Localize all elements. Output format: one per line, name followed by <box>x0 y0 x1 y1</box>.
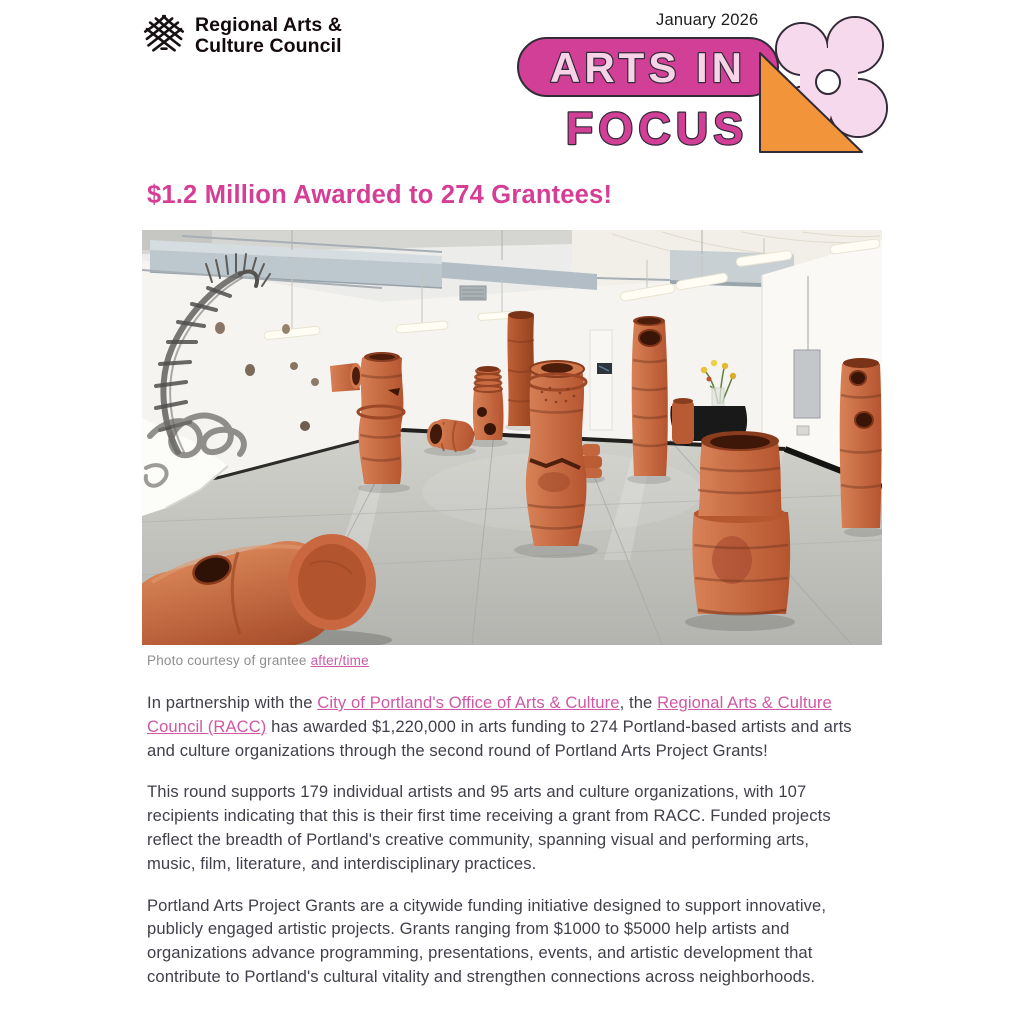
gallery-photo <box>142 230 882 645</box>
masthead-arts-in: ARTS IN <box>550 44 746 91</box>
paragraph-3: Portland Arts Project Grants are a citywide funding initiative designed to support innovative, publicly engaged artistic projects. Grants ranging from $1000 to $5000 help artists and organizations advance programming, presentations, events, and artistic development that contribute to Portland's cultural vitality and strengthen connections across neighborhoods. <box>147 895 827 986</box>
org-name-line1: Regional Arts & <box>195 14 343 36</box>
text-segment: , the <box>619 693 658 712</box>
paragraph-1 <box>147 691 861 762</box>
text-segment: has awarded $1,220,000 in arts funding to 274 Portland-based artists and arts and culture organizations through the second round of Portland Arts Project Grants! <box>147 716 852 760</box>
paragraph-2: This round supports 179 individual artists and 95 arts and culture organizations, with 107 recipients indicating that this is their first time receiving a grant from RACC. Funded projects reflect the breadth of Portland's creative community, spanning visual and performing arts, music, film, literature, and interdisciplinary practices. <box>147 782 831 873</box>
racc-logo[interactable] <box>142 11 342 57</box>
photo-caption-text: Photo courtesy of grantee <box>147 653 311 668</box>
masthead-focus: FOCUS <box>565 103 749 154</box>
racc-weave-icon <box>142 11 186 57</box>
org-name-line2: Culture Council <box>195 34 342 57</box>
wall-tube-sculpture <box>330 363 362 392</box>
back-door <box>590 330 612 430</box>
inline-link[interactable]: City of Portland's Office of Arts & Culture <box>317 693 620 712</box>
org-name <box>195 11 342 56</box>
issue-date: January 2026 <box>656 11 759 29</box>
arts-in-focus-masthead <box>500 0 900 165</box>
text-segment: In partnership with the <box>147 693 318 712</box>
photo-caption <box>147 653 369 668</box>
article-body <box>147 691 861 1007</box>
article-headline: $1.2 Million Awarded to 274 Grantees! <box>147 181 613 209</box>
photo-credit-link[interactable]: after/time <box>310 653 369 668</box>
inline-link[interactable]: Regional Arts & Culture Council (RACC) <box>147 693 832 736</box>
